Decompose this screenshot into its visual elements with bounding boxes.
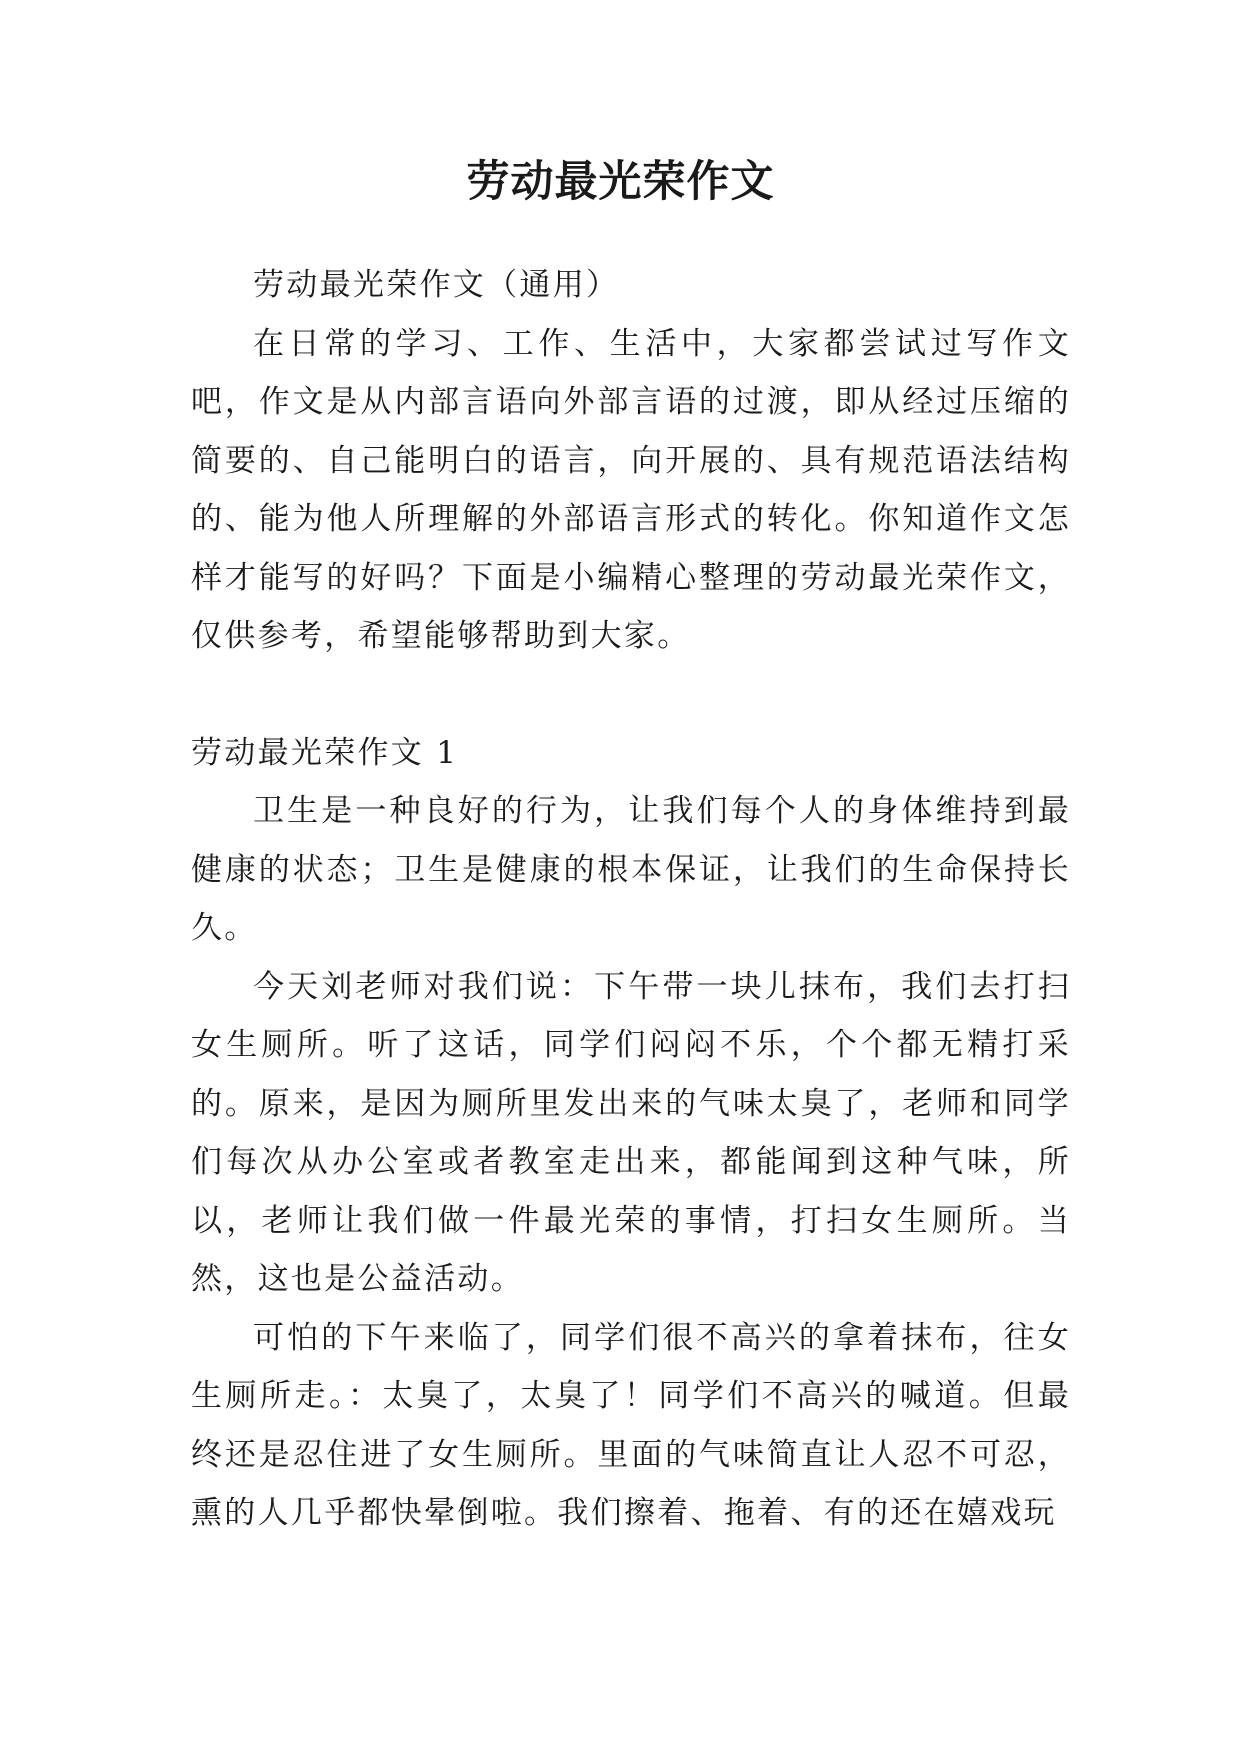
section-paragraph-3: 可怕的下午来临了，同学们很不高兴的拿着抹布，往女生厕所走。：太臭了，太臭了！同学们不高兴的喊道。但最终还是忍住进了女生厕所。里面的气味简直让人忍不可忍，熏的人几乎都快晕倒啦。我们擦着、拖着、有的还在嬉戏玩 xyxy=(191,1319,1071,1531)
document-title: 劳动最光荣作文 xyxy=(466,157,775,207)
document-body xyxy=(191,256,1071,1543)
section-heading: 劳动最光荣作文 1 xyxy=(191,734,459,771)
section-paragraph-1: 卫生是一种良好的行为，让我们每个人的身体维持到最健康的状态；卫生是健康的根本保证，让我们的生命保持长久。 xyxy=(191,793,1071,946)
subtitle-paragraph: 劳动最光荣作文（通用） xyxy=(253,267,620,303)
intro-paragraph: 在日常的学习、工作、生活中，大家都尝试过写作文吧，作文是从内部言语向外部言语的过渡，即从经过压缩的简要的、自己能明白的语言，向开展的、具有规范语法结构的、能为他人所理解的外部语言形式的转化。你知道作文怎样才能写的好吗？下面是小编精心整理的劳动最光荣作文，仅供参考，希望能够帮助到大家。 xyxy=(191,325,1071,654)
section-paragraph-2: 今天刘老师对我们说：下午带一块儿抹布，我们去打扫女生厕所。听了这话，同学们闷闷不乐，个个都无精打采的。原来，是因为厕所里发出来的气味太臭了，老师和同学们每次从办公室或者教室走出来，都能闻到这种气味，所以，老师让我们做一件最光荣的事情，打扫女生厕所。当然，这也是公益活动。 xyxy=(191,968,1071,1297)
